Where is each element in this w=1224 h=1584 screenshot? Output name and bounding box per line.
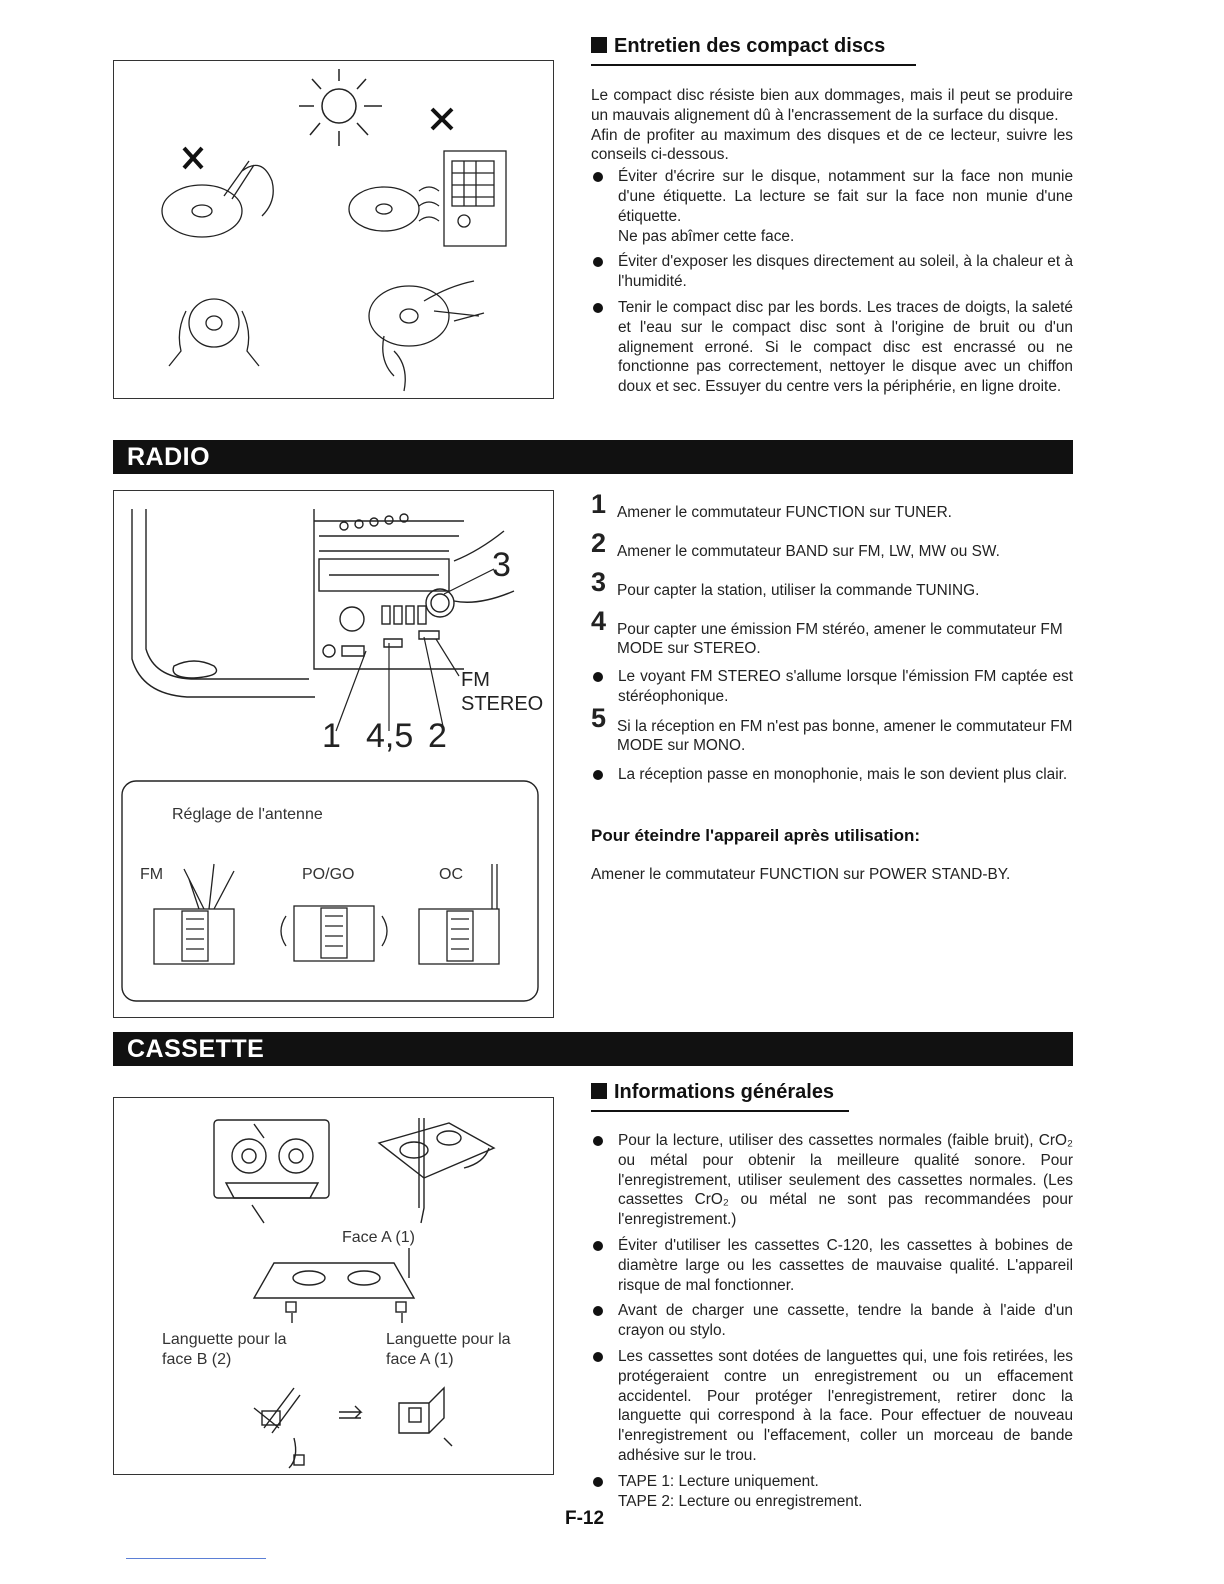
cassette-illustration bbox=[114, 1098, 555, 1476]
cassette-bullet-5: TAPE 1: Lecture uniquement. TAPE 2: Lecture ou enregistrement. bbox=[591, 1472, 1073, 1512]
radio-section-bar: RADIO bbox=[113, 440, 1073, 474]
tab-b-label-line1: Languette pour la bbox=[162, 1331, 287, 1348]
radio-illustration bbox=[114, 491, 555, 1019]
cassette-bullet-1: Pour la lecture, utiliser des cassettes normales (faible bruit), CrO₂ ou métal pour obtenir la meilleure qualité sonore. Pour l'enregistrement, utiliser seulement des cassettes normales. (Les cassettes CrO₂ ou métal ne sont pas recommandées pour l'enregistrement.) bbox=[591, 1131, 1073, 1230]
callout-1: 1 bbox=[322, 717, 341, 755]
stereo-label: STEREO bbox=[461, 693, 544, 715]
disc-cleaning-icon bbox=[369, 281, 484, 391]
page-number: F-12 bbox=[565, 1508, 605, 1529]
cd-para-1: Le compact disc résiste bien aux dommages, mais il peut se produire un mauvais alignement dû à l'encrassement de la surface du disque. bbox=[591, 87, 1073, 124]
cd-care-heading: Entretien des compact discs bbox=[591, 35, 885, 58]
callout-4-5: 4,5 bbox=[366, 717, 414, 755]
cd-care-illustration bbox=[114, 61, 555, 400]
disc-hold-icon bbox=[169, 299, 259, 366]
cassette-bullet-3: Avant de charger une cassette, tendre la bande à l'aide d'un crayon ou stylo. bbox=[591, 1301, 1073, 1341]
cd-para-2: Afin de profiter au maximum des disques et de ce lecteur, suivre les conseils ci-dessous. bbox=[591, 126, 1073, 164]
heading-square-icon bbox=[591, 1083, 607, 1099]
cd-care-text bbox=[591, 86, 1073, 403]
footer-rule bbox=[126, 1558, 266, 1559]
sun-icon bbox=[299, 69, 382, 146]
heading-underline bbox=[591, 64, 916, 66]
callout-3: 3 bbox=[492, 546, 511, 584]
antenna-oc-label: OC bbox=[439, 866, 463, 883]
cd-bullet-1: Éviter d'écrire sur le disque, notamment sur la face non munie d'une étiquette. La lecture se fait sur la face non munie d'une étiquette. Ne pas abîmer cette face. bbox=[591, 167, 1073, 246]
heading-square-icon bbox=[591, 37, 607, 53]
tab-a-label-line2: face A (1) bbox=[386, 1351, 454, 1368]
radio-illustration-box bbox=[113, 490, 554, 1018]
antenna-title: Réglage de l'antenne bbox=[172, 806, 323, 823]
cd-illustration-box bbox=[113, 60, 554, 399]
face-a-label: Face A (1) bbox=[342, 1229, 415, 1246]
disc-heat-icon bbox=[349, 151, 506, 246]
cd-bullet-3: Tenir le compact disc par les bords. Les traces de doigts, la saleté et l'eau sur le compact disc sont à l'origine de bruit ou d'un alignement erroné. Si le compact disc est encrassé ou ne fonctionne pas correctement, nettoyer le disque avec un chiffon doux et sec. Essuyer du centre vers la périphérie, en ligne droite. bbox=[591, 298, 1073, 397]
stereo-unit-icon bbox=[132, 509, 514, 697]
callout-2: 2 bbox=[428, 717, 447, 755]
radio-bullet-mono: La réception passe en monophonie, mais le son devient plus clair. bbox=[591, 765, 1073, 791]
disc-writing-icon bbox=[162, 161, 273, 237]
cd-bullet-2: Éviter d'exposer les disques directement au soleil, à la chaleur et à l'humidité. bbox=[591, 252, 1073, 292]
cassette-section-bar: CASSETTE bbox=[113, 1032, 1073, 1066]
tab-a-label-line1: Languette pour la bbox=[386, 1331, 511, 1348]
cassette-icons bbox=[214, 1118, 494, 1468]
cassette-illustration-box bbox=[113, 1097, 554, 1475]
power-off-text: Amener le commutateur FUNCTION sur POWER STAND-BY. bbox=[591, 866, 1011, 883]
antenna-fm-label: FM bbox=[140, 866, 164, 883]
cassette-info-heading: Informations générales bbox=[591, 1081, 834, 1104]
cassette-info-text bbox=[591, 1131, 1073, 1511]
antenna-pogo-label: PO/GO bbox=[302, 866, 355, 883]
fm-label: FM bbox=[461, 669, 490, 691]
forbidden-x-icon bbox=[184, 109, 452, 168]
power-off-heading: Pour éteindre l'appareil après utilisation: bbox=[591, 826, 921, 845]
cassette-bullet-2: Éviter d'utiliser les cassettes C-120, les cassettes à bobines de diamètre large ou les cassettes de mauvaise qualité. L'appareil risque de mal fonctionner. bbox=[591, 1236, 1073, 1295]
cassette-bullet-4: Les cassettes sont dotées de languettes qui, une fois retirées, les protégeraient contre un enregistrement ou un effacement accidentel. Pour protéger l'enregistrement, retirer donc la languette qui correspond à la face. Pour effectuer de nouveau l'enregistrement ou l'effacement, coller un morceau de bande adhésive sur le trou. bbox=[591, 1347, 1073, 1466]
radio-bullet-stereo: Le voyant FM STEREO s'allume lorsque l'émission FM captée est stéréophonique. bbox=[591, 667, 1073, 713]
tab-b-label-line2: face B (2) bbox=[162, 1351, 232, 1368]
heading-underline bbox=[591, 1110, 849, 1112]
